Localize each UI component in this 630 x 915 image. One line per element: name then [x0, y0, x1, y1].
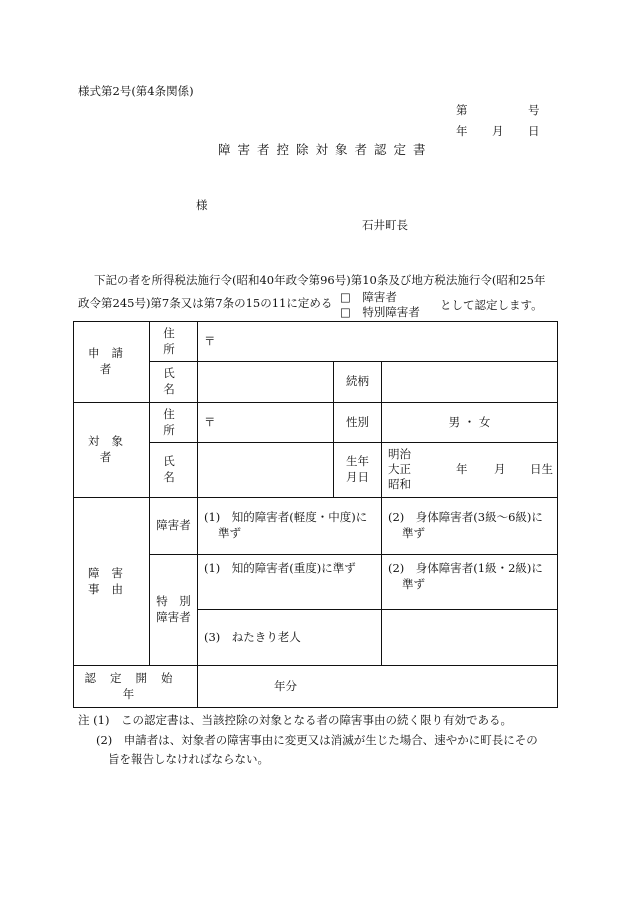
issuer: 石井町長	[362, 218, 408, 232]
start-label: 認定開始年	[74, 666, 198, 708]
checkbox-disabled[interactable]: □ 障害者	[340, 290, 397, 304]
note-prefix: 注	[78, 713, 90, 727]
intro-conclusion: として認定します。	[440, 298, 543, 312]
applicant-relation-field[interactable]	[382, 362, 558, 403]
reason-header: 障害事由	[74, 498, 150, 666]
applicant-name-label: 氏名	[150, 362, 198, 403]
applicant-name-field[interactable]	[198, 362, 334, 403]
note-1	[78, 711, 558, 731]
date-year: 年	[456, 124, 468, 138]
subject-birth-field[interactable]	[382, 443, 558, 498]
reason-item-1-text: (1) 知的障害者(軽度・中度)に	[204, 510, 368, 525]
subject-sex-label: 性別	[334, 403, 382, 443]
applicant-relation-label: 続柄	[334, 362, 382, 403]
checkbox-special-disabled[interactable]: □ 特別障害者	[340, 305, 420, 319]
subject-header: 対象者	[74, 403, 150, 498]
subject-sex-field[interactable]: 男 ・ 女	[382, 403, 558, 443]
intro-line-1: 下記の者を所得税法施行令(昭和40年政令第96号)第10条及び地方税法施行令(昭和25年	[94, 273, 546, 287]
intro-line-2: 政令第245号)第7条又は第7条の15の11に定める	[78, 296, 333, 310]
form-reference: 様式第2号(第4条関係)	[78, 84, 194, 98]
era-taisho: 大正	[388, 462, 411, 476]
reason-item-1-cont: 準ず	[218, 526, 241, 540]
notes	[78, 711, 558, 770]
note-2: (2) 申請者は、対象者の障害事由に変更又は消滅が生じた場合、速やかに町長にその	[96, 732, 538, 747]
document-title: 障害者控除対象者認定書	[218, 142, 433, 157]
reason-item-2-cont: 準ず	[402, 526, 425, 540]
start-field[interactable]: 年分	[198, 666, 558, 708]
subject-address-field[interactable]: 〒	[198, 403, 334, 443]
applicant-address-label: 住所	[150, 322, 198, 362]
number-prefix: 第	[456, 103, 468, 117]
reason-special-label-line2: 障害者	[156, 610, 191, 624]
date-day: 日	[528, 124, 540, 138]
reason-item-4-text: (2) 身体障害者(1級・2級)に	[388, 561, 543, 575]
subject-address-label: 住所	[150, 403, 198, 443]
reason-item-4-cont: 準ず	[402, 576, 425, 591]
date-month: 月	[492, 124, 504, 138]
era-showa: 昭和	[388, 477, 411, 491]
applicant-address-field[interactable]: 〒	[198, 322, 558, 362]
reason-item-empty[interactable]	[382, 610, 558, 666]
reason-item-physical-1-2[interactable]	[382, 555, 558, 610]
birth-year-unit: 年	[456, 462, 468, 476]
reason-disabled-label: 障害者	[150, 498, 198, 555]
applicant-header: 申請者	[74, 322, 150, 403]
certification-table	[73, 321, 558, 708]
subject-birth-label-line1: 生年	[346, 454, 369, 469]
addressee-honorific: 様	[196, 198, 208, 212]
reason-item-physical-3-6[interactable]	[382, 498, 558, 555]
reason-special-label	[150, 555, 198, 666]
reason-item-2-text: (2) 身体障害者(3級～6級)に	[388, 510, 543, 525]
note-2-cont: 旨を報告しなければならない。	[108, 752, 269, 767]
reason-item-intellectual-severe[interactable]: (1) 知的障害者(重度)に準ず	[198, 555, 382, 610]
note-1-text: (1) この認定書は、当該控除の対象となる者の障害事由の続く限り有効である。	[93, 713, 512, 727]
reason-item-bedridden[interactable]: (3) ねたきり老人	[198, 610, 382, 666]
era-meiji: 明治	[388, 447, 411, 461]
birth-month-unit: 月	[494, 462, 506, 476]
subject-birth-label	[334, 443, 382, 498]
reason-special-label-line1: 特 別	[156, 594, 191, 609]
subject-name-label: 氏名	[150, 443, 198, 498]
subject-name-field[interactable]	[198, 443, 334, 498]
reason-item-intellectual-mild[interactable]	[198, 498, 382, 555]
subject-birth-label-line2: 月日	[346, 470, 369, 484]
birth-day-unit: 日生	[530, 462, 553, 476]
number-suffix: 号	[528, 103, 540, 117]
